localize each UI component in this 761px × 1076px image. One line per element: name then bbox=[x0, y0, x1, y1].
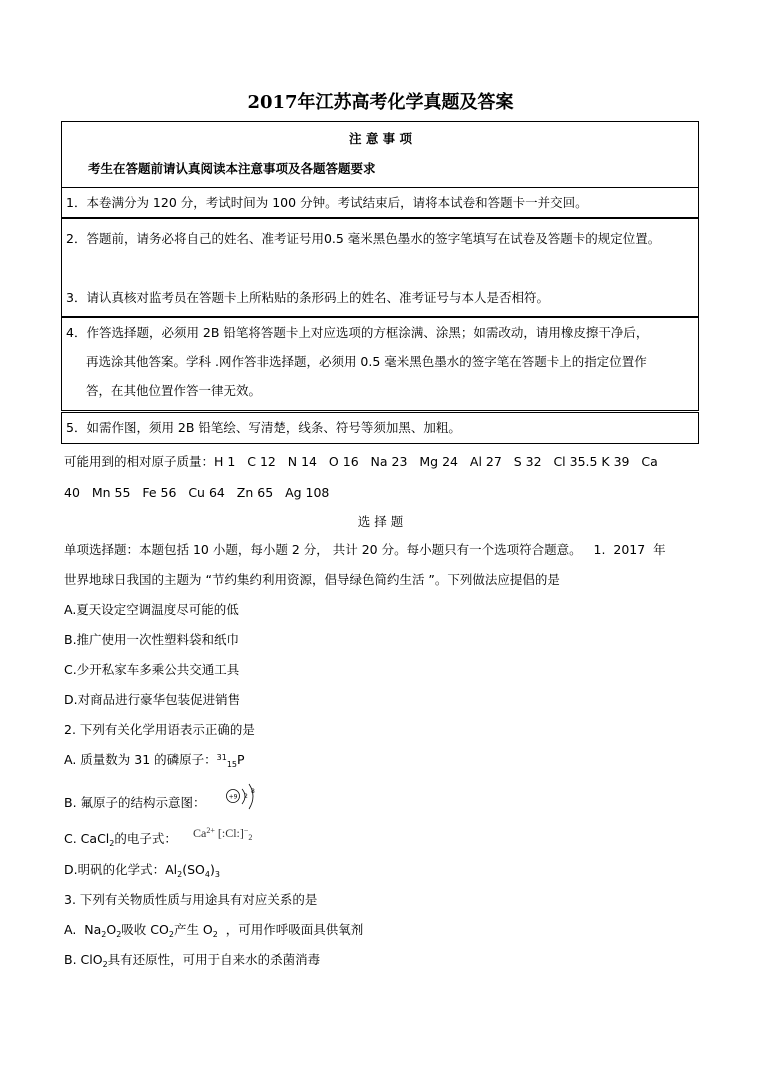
mass-number: 31 bbox=[216, 753, 227, 762]
formula-anion: [:Cl:] bbox=[217, 826, 244, 840]
atomic-number: 15 bbox=[226, 760, 238, 769]
element-symbol: P bbox=[237, 752, 245, 767]
q2-a-text: A. 质量数为 31 的磷原子： bbox=[64, 752, 217, 767]
subscript: 3 bbox=[214, 870, 220, 879]
cation-charge: 2+ bbox=[206, 826, 215, 835]
text: O bbox=[106, 922, 117, 937]
text: 具有还原性，可用于自来水的杀菌消毒 bbox=[107, 952, 321, 967]
text: 产生 O bbox=[173, 922, 213, 937]
notice-heading: 注 意 事 项 bbox=[348, 131, 413, 146]
q2-option-b: B. 氟原子的结构示意图： bbox=[64, 795, 206, 810]
subscript: 2 bbox=[102, 960, 108, 969]
subscript: 2 bbox=[212, 930, 218, 939]
subscript: 2 bbox=[168, 930, 174, 939]
notice-subheading: 考生在答题前请认真阅读本注意事项及各题答题要求 bbox=[88, 161, 376, 176]
formula-part: ) bbox=[209, 862, 215, 877]
subscript: 2 bbox=[109, 839, 115, 848]
notice-item-2: 2．答题前，请务必将自己的姓名、准考证号用0.5 毫米黑色墨水的签字笔填写在试卷及答题卡的规定位置。 bbox=[66, 231, 661, 246]
q2-option-d bbox=[64, 862, 220, 878]
fluorine-atom-structure-diagram bbox=[224, 781, 260, 811]
text: ，可用作呼吸面具供氧剂 bbox=[217, 922, 364, 937]
q2-c-text-rest: 的电子式： bbox=[114, 831, 177, 846]
shell-1-electrons: 2 bbox=[244, 793, 248, 800]
q2-option-c bbox=[64, 831, 177, 847]
notice-item-4: 4．作答选择题，必须用 2B 铅笔将答题卡上对应选项的方框涂满、涂黑；如需改动，请用橡皮擦干净后， bbox=[66, 325, 649, 340]
section-intro: 单项选择题：本题包括 10 小题，每小题 2 分， 共计 20 分。每小题只有一个选项符合题意。 1. 2017 年 bbox=[64, 542, 666, 557]
formula-cation: Ca bbox=[193, 826, 207, 840]
formula-part: (SO bbox=[182, 862, 205, 877]
q3-stem: 3. 下列有关物质性质与用途具有对应关系的是 bbox=[64, 892, 318, 907]
text: 吸收 CO bbox=[121, 922, 169, 937]
q1-option-b: B.推广使用一次性塑料袋和纸巾 bbox=[64, 632, 240, 647]
text: A. Na bbox=[64, 922, 102, 937]
q1-option-a: A.夏天设定空调温度尽可能的低 bbox=[64, 602, 239, 617]
q1-stem: 世界地球日我国的主题为 “节约集约利用资源，倡导绿色简约生活 ”。下列做法应提倡的是 bbox=[64, 572, 560, 587]
cacl2-electron-formula bbox=[193, 825, 252, 841]
text: B. ClO bbox=[64, 952, 103, 967]
document-title: 2017年江苏高考化学真题及答案 bbox=[247, 92, 514, 113]
q2-option-a bbox=[64, 752, 245, 768]
subscript: 2 bbox=[177, 870, 183, 879]
nucleus-charge: +9 bbox=[228, 793, 238, 801]
subscript: 2 bbox=[116, 930, 122, 939]
notice-item-1: 1．本卷满分为 120 分，考试时间为 100 分钟。考试结束后，请将本试卷和答题卡一并交回。 bbox=[66, 195, 588, 210]
q1-option-c: C.少开私家车多乘公共交通工具 bbox=[64, 662, 240, 677]
atomic-masses-line-2: 40 Mn 55 Fe 56 Cu 64 Zn 65 Ag 108 bbox=[64, 485, 330, 500]
q1-option-d: D.对商品进行豪华包装促进销售 bbox=[64, 692, 241, 707]
shell-2-electrons: 8 bbox=[251, 788, 255, 795]
notice-item-3: 3．请认真核对监考员在答题卡上所粘贴的条形码上的姓名、准考证号与本人是否相符。 bbox=[66, 290, 549, 305]
subscript: 4 bbox=[204, 870, 210, 879]
q2-stem: 2. 下列有关化学用语表示正确的是 bbox=[64, 722, 255, 737]
q2-d-text: D.明矾的化学式：Al bbox=[64, 862, 178, 877]
notice-item-4-cont: 再选涂其他答案。学科 .网作答非选择题，必须用 0.5 毫米黑色墨水的签字笔在答题卡上的指定位置作 bbox=[86, 354, 647, 369]
atomic-masses-line-1: 可能用到的相对原子质量：H 1 C 12 N 14 O 16 Na 23 Mg 24 Al 27 S 32 Cl 35.5 K 39 Ca bbox=[64, 454, 658, 469]
q2-c-text: C. CaCl bbox=[64, 831, 110, 846]
q3-option-b bbox=[64, 952, 320, 968]
anion-charge: − bbox=[243, 826, 249, 835]
notice-item-5: 5．如需作图，须用 2B 铅笔绘、写清楚，线条、符号等须加黑、加粗。 bbox=[66, 420, 461, 435]
notice-item-4-cont2: 答，在其他位置作答一律无效。 bbox=[86, 383, 262, 398]
anion-count: 2 bbox=[248, 833, 253, 842]
section-heading: 选 择 题 bbox=[357, 514, 404, 529]
subscript: 2 bbox=[101, 930, 107, 939]
q3-option-a bbox=[64, 922, 363, 938]
